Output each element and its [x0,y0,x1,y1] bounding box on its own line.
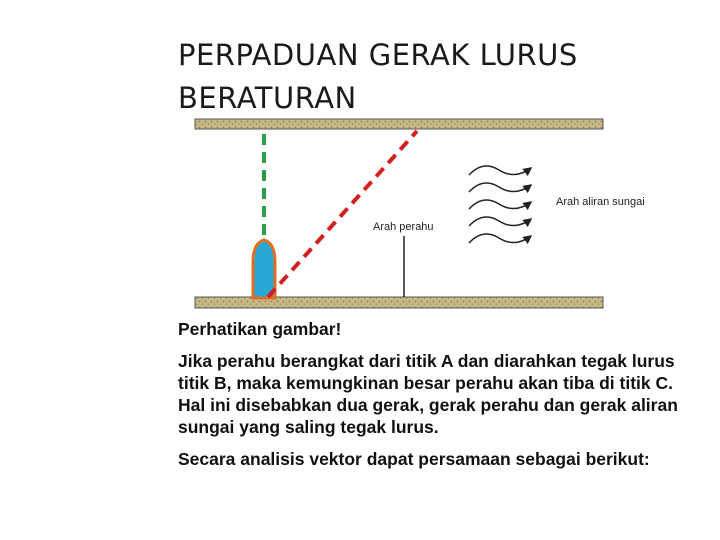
flow-arrow [469,217,531,226]
flow-arrow [469,166,531,175]
top-riverbank [195,119,603,129]
paragraph-vector-analysis: Secara analisis vektor dapat persamaan sebagai berikut: [178,449,650,469]
flow-arrow [469,234,531,243]
river-flow-label: Arah aliran sungai [556,196,645,208]
paragraph-explanation: Jika perahu berangkat dari titik A dan diarahkan tegak lurus titik B, maka kemungkinan besar perahu akan tiba di titik C. Hal ini disebabkan dua gerak, gerak perahu dan gerak aliran sungai yang saling tegak lurus. [178,351,678,437]
boat [253,240,275,298]
title-line-1: PERPADUAN GERAK LURUS [178,38,578,72]
resultant-path [268,131,417,297]
explanation-text [178,318,698,480]
boat-direction-label: Arah perahu [373,221,434,233]
title-line-2: BERATURAN [178,81,357,115]
flow-arrow [469,183,531,192]
paragraph-instruction: Perhatikan gambar! [178,319,342,339]
flow-arrow [469,200,531,209]
river-flow-arrows [469,166,531,243]
